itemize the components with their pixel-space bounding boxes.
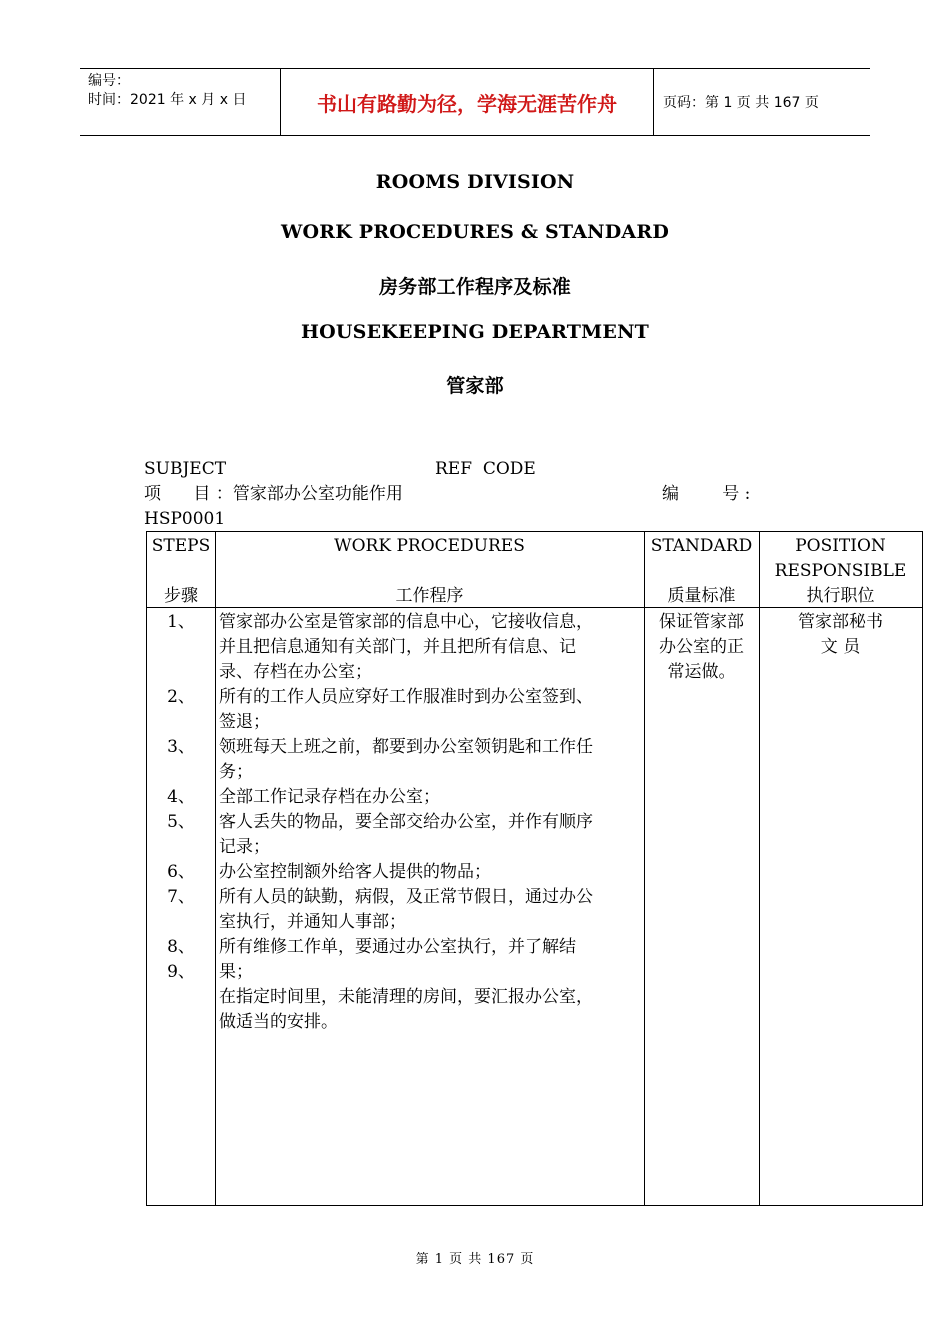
step-number — [147, 835, 215, 860]
title-cn-department: 管家部 — [446, 375, 504, 397]
step-number: 6、 — [167, 862, 195, 882]
ref-code-value: HSP0001 — [144, 509, 226, 529]
procedure-line: 管家部办公室是管家部的信息中心，它接收信息， — [219, 612, 593, 632]
header-procedures-cn: 工作程序 — [395, 586, 464, 606]
number-label: 编 号 : — [662, 484, 751, 504]
procedure-line: 果； — [219, 962, 253, 982]
header-position-cn: 执行职位 — [806, 586, 875, 606]
header-steps — [147, 534, 215, 609]
header-time-label: 时间：2021 年 x 月 x 日 — [88, 92, 247, 108]
title-work-procedures: WORK PROCEDURES & STANDARD — [280, 221, 670, 243]
procedure-table — [146, 531, 923, 1206]
page-footer: 第 1 页 共 167 页 — [415, 1252, 535, 1267]
header-page-info: 页码：第 1 页 共 167 页 — [663, 95, 819, 111]
step-number: 8、 — [167, 937, 195, 957]
standard-column — [644, 610, 759, 685]
header-steps-en: STEPS — [151, 536, 211, 556]
header-meta-cell — [80, 69, 281, 135]
procedure-line: 记录； — [219, 837, 270, 857]
header-standard — [644, 534, 759, 609]
ref-code-label: REF CODE — [435, 459, 536, 479]
header-position — [759, 534, 922, 609]
header-procedures-en: WORK PROCEDURES — [334, 536, 525, 556]
table-divider — [215, 532, 216, 1205]
procedure-line: 所有人员的缺勤，病假，及正常节假日，通过办公 — [219, 887, 593, 907]
header-standard-en: STANDARD — [650, 536, 753, 556]
standard-line: 保证管家部 — [659, 612, 744, 632]
procedure-line: 务； — [219, 762, 253, 782]
procedure-line: 并且把信息通知有关部门，并且把所有信息、记 — [219, 637, 576, 657]
step-number: 5、 — [167, 812, 195, 832]
step-number: 4、 — [167, 787, 195, 807]
header-number-label: 编号： — [88, 73, 130, 89]
header-procedures — [215, 534, 644, 609]
header-position-en-2: RESPONSIBLE — [774, 561, 907, 581]
position-line: 文 员 — [820, 637, 861, 657]
step-number — [147, 660, 215, 685]
standard-line: 办公室的正 — [659, 637, 744, 657]
procedure-line: 客人丢失的物品，要全部交给办公室，并作有顺序 — [219, 812, 593, 832]
position-column — [759, 610, 922, 660]
procedure-line: 录、存档在办公室； — [219, 662, 372, 682]
item-label: 项 目 ：管家部办公室功能作用 — [144, 484, 403, 504]
procedure-line: 签退； — [219, 712, 270, 732]
procedure-line: 所有的工作人员应穿好工作服准时到办公室签到、 — [219, 687, 593, 707]
title-housekeeping: HOUSEKEEPING DEPARTMENT — [301, 321, 649, 343]
procedures-column — [219, 610, 643, 1035]
standard-line: 常运做。 — [667, 662, 736, 682]
page-header-table — [80, 68, 870, 136]
header-standard-cn: 质量标准 — [667, 586, 736, 606]
header-motto: 书山有路勤为径，学海无涯苦作舟 — [281, 69, 654, 135]
procedure-line: 领班每天上班之前，都要到办公室领钥匙和工作任 — [219, 737, 593, 757]
step-number — [147, 710, 215, 735]
procedure-line: 全部工作记录存档在办公室； — [219, 787, 440, 807]
title-rooms-division: ROOMS DIVISION — [375, 171, 575, 193]
procedure-line: 在指定时间里，未能清理的房间，要汇报办公室， — [219, 987, 593, 1007]
step-number: 9、 — [167, 962, 195, 982]
step-number: 2、 — [167, 687, 195, 707]
procedure-line: 所有维修工作单，要通过办公室执行，并了解结 — [219, 937, 576, 957]
subject-label: SUBJECT — [144, 459, 227, 479]
step-number — [147, 635, 215, 660]
procedure-line: 办公室控制额外给客人提供的物品； — [219, 862, 491, 882]
step-number: 1、 — [167, 612, 195, 632]
title-cn-rooms: 房务部工作程序及标准 — [378, 276, 571, 298]
step-number: 3、 — [167, 737, 195, 757]
step-number — [147, 910, 215, 935]
header-position-en: POSITION — [795, 536, 886, 556]
steps-column — [147, 610, 215, 985]
procedure-line: 做适当的安排。 — [219, 1012, 338, 1032]
step-number: 7、 — [167, 887, 195, 907]
procedure-line: 室执行，并通知人事部； — [219, 912, 406, 932]
header-steps-cn: 步骤 — [164, 586, 198, 606]
step-number — [147, 760, 215, 785]
position-line: 管家部秘书 — [798, 612, 883, 632]
